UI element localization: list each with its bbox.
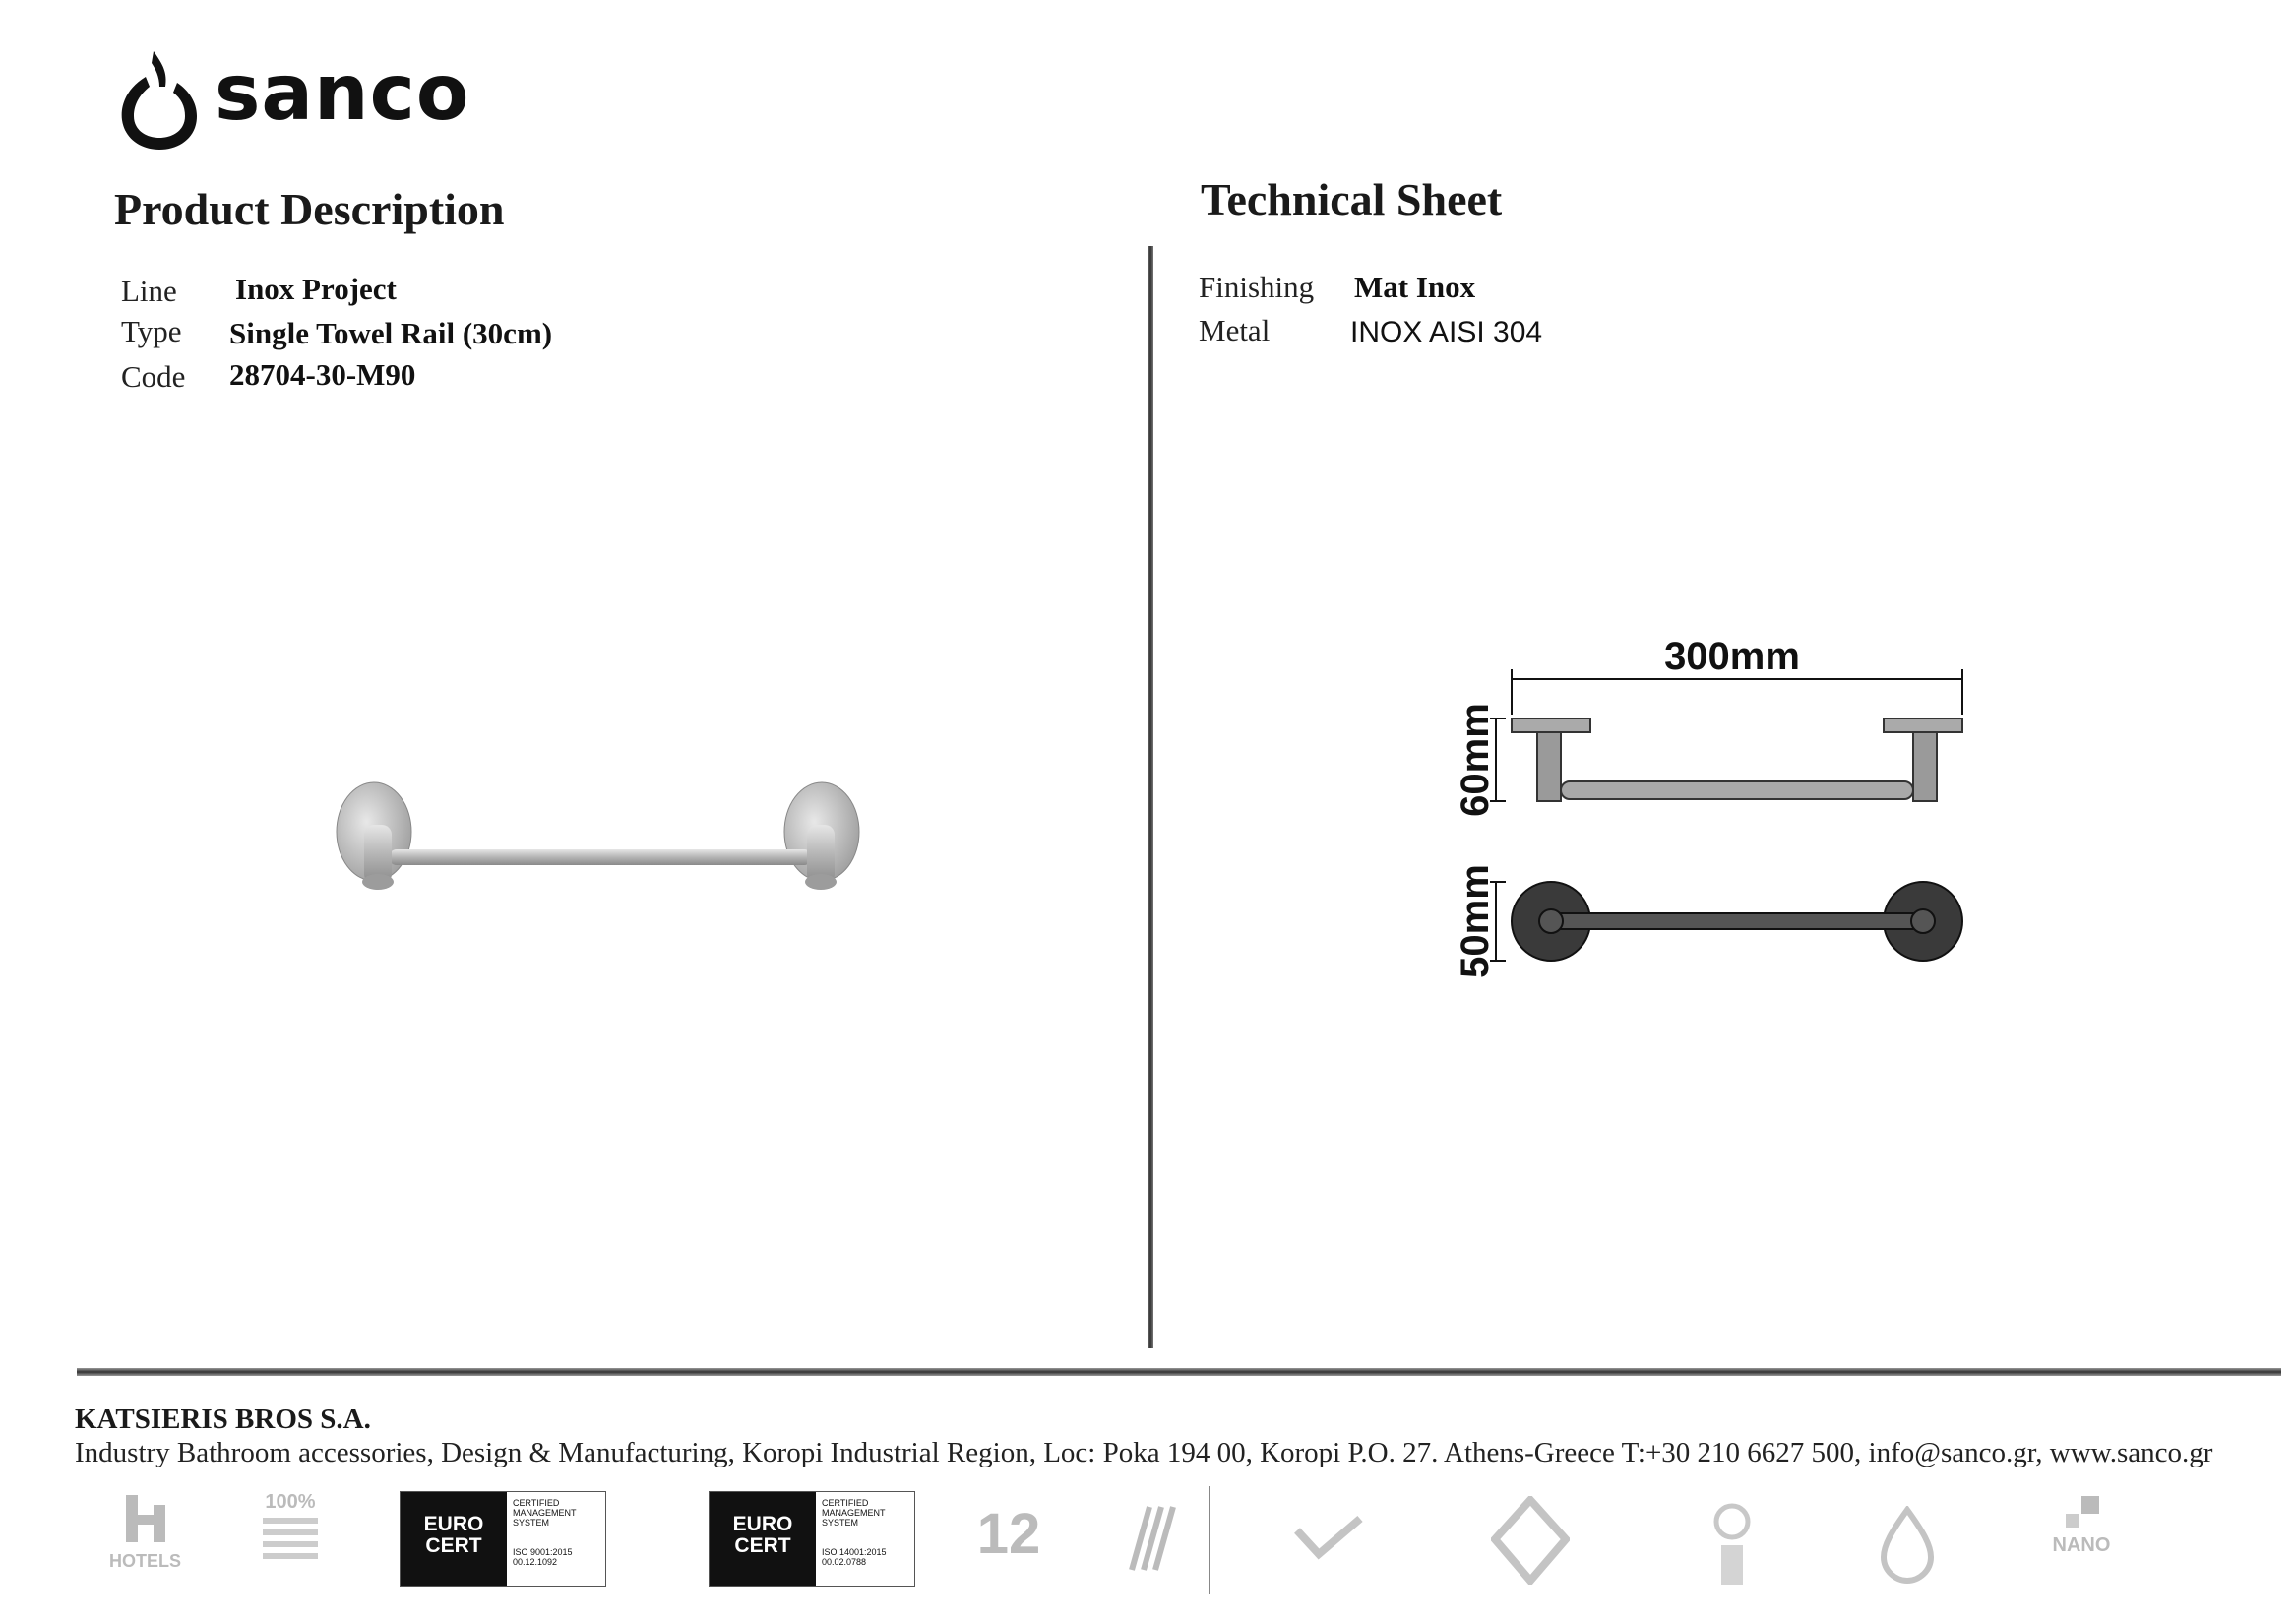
eurocert-logo: EURO CERT — [710, 1492, 816, 1586]
hotels-label: HOTELS — [108, 1551, 181, 1571]
company-address: Industry Bathroom accessories, Design & Manufacturing, Koropi Industrial Region, Loc: Poka 194 00, Koropi P.O. 27. Athens-Greece T:+30 210 6627 500, info@sanco.gr, www.sanco.gr — [75, 1437, 2213, 1468]
greece-badge — [251, 1491, 330, 1590]
star-check-icon — [1289, 1511, 1368, 1570]
finishing-value: Mat Inox — [1354, 270, 1476, 304]
brand-name: sanco — [215, 49, 470, 138]
diamond-arrows-icon — [1491, 1496, 1570, 1585]
lab-bulb-icon — [1698, 1496, 1767, 1594]
pro-stripes-icon — [1122, 1501, 1181, 1580]
greece-percent: 100% — [265, 1491, 316, 1513]
nano-squares-icon — [2062, 1496, 2101, 1529]
line-value: Inox Project — [235, 272, 397, 306]
drop-shield-icon — [1880, 1506, 1935, 1585]
product-description-title: Product Description — [114, 184, 505, 234]
company-name: KATSIERIS BROS S.A. — [75, 1404, 371, 1435]
code-label: Code — [121, 359, 186, 394]
technical-sheet-title: Technical Sheet — [1201, 174, 1503, 224]
type-value: Single Towel Rail (30cm) — [229, 316, 553, 350]
diameter-dimension: 50mm — [1454, 864, 1497, 978]
type-label: Type — [121, 314, 182, 348]
cert-system-label: CERTIFIED MANAGEMENT SYSTEM — [513, 1498, 577, 1528]
nano-label: NANO — [2052, 1534, 2111, 1556]
years-warranty-badge: 12 — [976, 1502, 1041, 1566]
eurocert-iso14001-badge — [709, 1491, 915, 1587]
sanco-logo — [116, 47, 470, 156]
line-label: Line — [121, 274, 177, 308]
iso-9001-label: ISO 9001:2015 00.12.1092 — [513, 1547, 573, 1567]
greek-flag-icon — [261, 1514, 320, 1563]
badge-separator — [1209, 1486, 1210, 1594]
water-drop-icon — [116, 47, 205, 154]
width-dimension: 300mm — [1664, 635, 1800, 678]
eurocert-iso9001-badge — [400, 1491, 606, 1587]
eurocert-logo: EURO CERT — [401, 1492, 507, 1586]
hotels-badge — [98, 1491, 192, 1590]
hotel-h-icon — [116, 1491, 175, 1546]
metal-value: INOX AISI 304 — [1350, 316, 1543, 348]
product-image — [325, 778, 886, 905]
nano-badge — [2037, 1496, 2126, 1585]
cert-system-label: CERTIFIED MANAGEMENT SYSTEM — [822, 1498, 886, 1528]
iso-14001-label: ISO 14001:2015 00.02.0788 — [822, 1547, 887, 1567]
finishing-label: Finishing — [1199, 270, 1315, 304]
technical-drawing — [1447, 620, 1998, 984]
code-value: 28704-30-M90 — [229, 357, 416, 392]
metal-label: Metal — [1199, 313, 1271, 347]
vertical-divider — [1148, 246, 1153, 1348]
footer-divider — [77, 1368, 2281, 1376]
depth-dimension: 60mm — [1454, 703, 1497, 817]
